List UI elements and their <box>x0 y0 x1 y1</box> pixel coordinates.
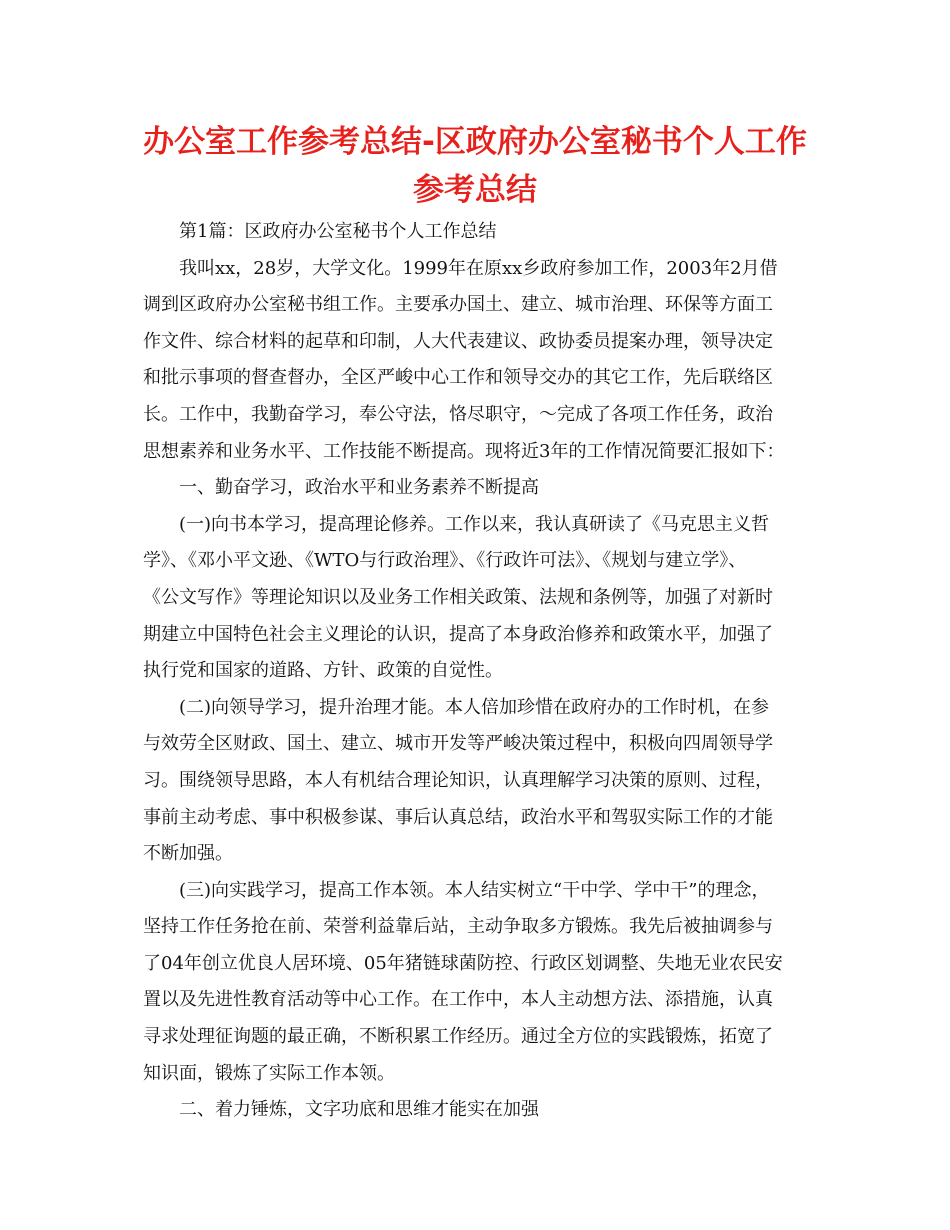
body-line: 学》、《邓小平文逊、《WTO与行政治理》、《行政许可法》、《规划与建立学》、 <box>143 550 747 572</box>
document-body <box>143 214 815 1129</box>
body-line: 了04年创立优良人居环境、05年猪链球菌防控、行政区划调整、失地无业农民安 <box>143 952 783 974</box>
body-line: 不断加强。 <box>143 843 233 865</box>
body-line: 我叫xx，28岁，大学文化。1999年在原xx乡政府参加工作，2003年2月借 <box>179 257 778 279</box>
body-line: 知识面，锻炼了实际工作本领。 <box>143 1062 395 1084</box>
body-line: 习。围绕领导思路，本人有机结合理论知识，认真理解学习决策的原则、过程， <box>143 769 773 791</box>
body-line: 置以及先进性教育活动等中心工作。在工作中，本人主动想方法、添措施，认真 <box>143 989 773 1011</box>
body-line: (一)向书本学习，提高理论修养。工作以来，我认真研读了《马克思主义哲 <box>179 513 770 535</box>
document-title <box>100 118 850 214</box>
body-line: 调到区政府办公室秘书组工作。主要承办国土、建立、城市治理、环保等方面工 <box>143 294 773 316</box>
body-line: 二、着力锤炼，文字功底和思维才能实在加强 <box>179 1099 539 1121</box>
body-line: 期建立中国特色社会主义理论的认识，提高了本身政治修养和政策水平，加强了 <box>143 623 773 645</box>
body-line: 执行党和国家的道路、方针、政策的自觉性。 <box>143 660 503 682</box>
body-line: 一、勤奋学习，政治水平和业务素养不断提高 <box>179 477 539 499</box>
body-line: 思想素养和业务水平、工作技能不断提高。现将近3年的工作情况简要汇报如下： <box>143 440 785 462</box>
body-line: 作文件、综合材料的起草和印制，人大代表建议、政协委员提案办理，领导决定 <box>143 330 773 352</box>
body-line: 第1篇：区政府办公室秘书个人工作总结 <box>179 221 497 242</box>
body-line: (三)向实践学习，提高工作本领。本人结实树立“干中学、学中干”的理念， <box>179 879 770 901</box>
body-line: 事前主动考虑、事中积极参谋、事后认真总结，政治水平和驾驭实际工作的才能 <box>143 806 773 828</box>
body-line: 与效劳全区财政、国土、建立、城市开发等严峻决策过程中，积极向四周领导学 <box>143 733 773 755</box>
body-line: 长。工作中，我勤奋学习，奉公守法，恪尽职守，～完成了各项工作任务，政治 <box>143 403 773 425</box>
body-line: (二)向领导学习，提升治理才能。本人倍加珍惜在政府办的工作时机，在参 <box>179 696 770 718</box>
body-line: 坚持工作任务抢在前、荣誉利益靠后站，主动争取多方锻炼。我先后被抽调参与 <box>143 916 773 938</box>
title-line-2: 参考总结 <box>413 172 537 208</box>
body-line: 和批示事项的督查督办，全区严峻中心工作和领导交办的其它工作，先后联络区 <box>143 367 773 389</box>
body-line: 《公文写作》等理论知识以及业务工作相关政策、法规和条例等，加强了对新时 <box>143 586 773 608</box>
title-line-1: 办公室工作参考总结-区政府办公室秘书个人工作 <box>143 124 807 160</box>
body-line: 寻求处理征询题的最正确，不断积累工作经历。通过全方位的实践锻炼，拓宽了 <box>143 1026 773 1048</box>
